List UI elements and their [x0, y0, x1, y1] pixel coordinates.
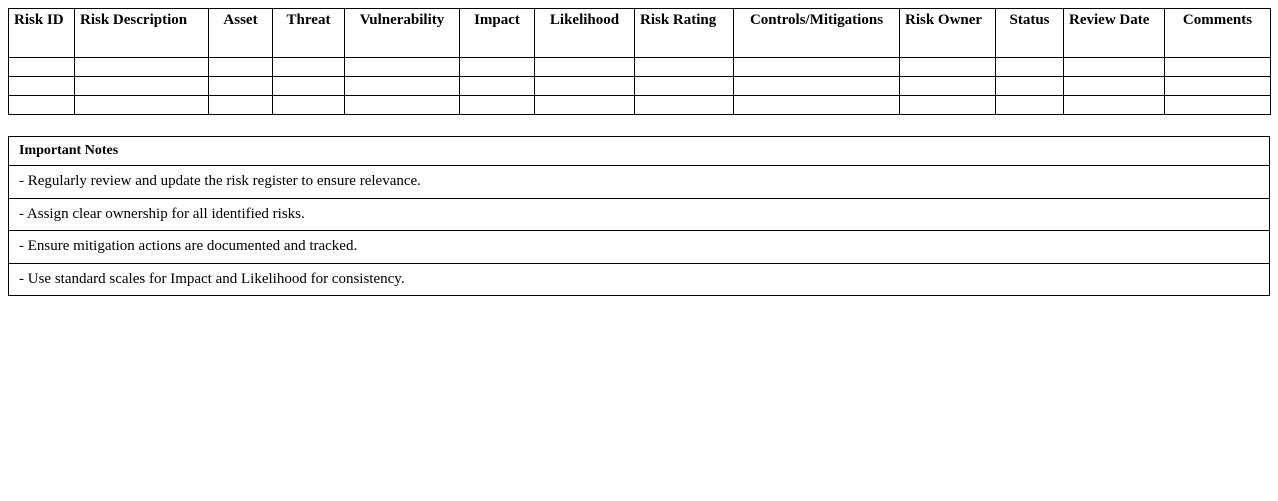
cell-impact[interactable]: [460, 77, 535, 96]
cell-threat[interactable]: [273, 58, 345, 77]
cell-risk-id[interactable]: [9, 77, 75, 96]
column-header-risk-rating: Risk Rating: [635, 9, 734, 58]
table-header-row: [9, 9, 1271, 58]
table-row[interactable]: [9, 96, 1271, 115]
column-header-risk-description: Risk Description: [75, 9, 209, 58]
cell-status[interactable]: [996, 77, 1064, 96]
note-item: - Ensure mitigation actions are documented and tracked.: [9, 231, 1270, 264]
cell-vulnerability[interactable]: [345, 77, 460, 96]
cell-controls-mitigations[interactable]: [734, 96, 900, 115]
column-header-controls-mitigations: Controls/Mitigations: [734, 9, 900, 58]
cell-asset[interactable]: [209, 58, 273, 77]
cell-status[interactable]: [996, 58, 1064, 77]
cell-threat[interactable]: [273, 96, 345, 115]
cell-risk-owner[interactable]: [900, 77, 996, 96]
cell-risk-owner[interactable]: [900, 96, 996, 115]
column-header-risk-id: Risk ID: [9, 9, 75, 58]
cell-comments[interactable]: [1165, 58, 1271, 77]
cell-impact[interactable]: [460, 58, 535, 77]
cell-risk-rating[interactable]: [635, 96, 734, 115]
cell-comments[interactable]: [1165, 77, 1271, 96]
cell-asset[interactable]: [209, 96, 273, 115]
cell-comments[interactable]: [1165, 96, 1271, 115]
notes-row: [9, 166, 1270, 199]
column-header-risk-owner: Risk Owner: [900, 9, 996, 58]
cell-risk-id[interactable]: [9, 96, 75, 115]
cell-risk-id[interactable]: [9, 58, 75, 77]
cell-controls-mitigations[interactable]: [734, 77, 900, 96]
cell-likelihood[interactable]: [535, 58, 635, 77]
column-header-likelihood: Likelihood: [535, 9, 635, 58]
table-row[interactable]: [9, 77, 1271, 96]
cell-vulnerability[interactable]: [345, 58, 460, 77]
risk-register-table: [8, 8, 1271, 115]
cell-risk-owner[interactable]: [900, 58, 996, 77]
cell-asset[interactable]: [209, 77, 273, 96]
cell-risk-rating[interactable]: [635, 58, 734, 77]
cell-threat[interactable]: [273, 77, 345, 96]
cell-impact[interactable]: [460, 96, 535, 115]
cell-review-date[interactable]: [1064, 58, 1165, 77]
cell-review-date[interactable]: [1064, 77, 1165, 96]
cell-risk-rating[interactable]: [635, 77, 734, 96]
note-item: - Regularly review and update the risk register to ensure relevance.: [9, 166, 1270, 199]
cell-review-date[interactable]: [1064, 96, 1165, 115]
cell-vulnerability[interactable]: [345, 96, 460, 115]
cell-risk-description[interactable]: [75, 58, 209, 77]
notes-header-row: [9, 137, 1270, 166]
notes-row: [9, 231, 1270, 264]
column-header-review-date: Review Date: [1064, 9, 1165, 58]
cell-likelihood[interactable]: [535, 96, 635, 115]
column-header-vulnerability: Vulnerability: [345, 9, 460, 58]
important-notes-table: [8, 136, 1270, 296]
notes-row: [9, 263, 1270, 296]
column-header-status: Status: [996, 9, 1064, 58]
notes-row: [9, 198, 1270, 231]
cell-status[interactable]: [996, 96, 1064, 115]
cell-risk-description[interactable]: [75, 96, 209, 115]
table-row[interactable]: [9, 58, 1271, 77]
cell-controls-mitigations[interactable]: [734, 58, 900, 77]
column-header-threat: Threat: [273, 9, 345, 58]
notes-heading: Important Notes: [9, 137, 1270, 166]
cell-likelihood[interactable]: [535, 77, 635, 96]
cell-risk-description[interactable]: [75, 77, 209, 96]
column-header-impact: Impact: [460, 9, 535, 58]
note-item: - Assign clear ownership for all identified risks.: [9, 198, 1270, 231]
column-header-comments: Comments: [1165, 9, 1271, 58]
column-header-asset: Asset: [209, 9, 273, 58]
note-item: - Use standard scales for Impact and Likelihood for consistency.: [9, 263, 1270, 296]
